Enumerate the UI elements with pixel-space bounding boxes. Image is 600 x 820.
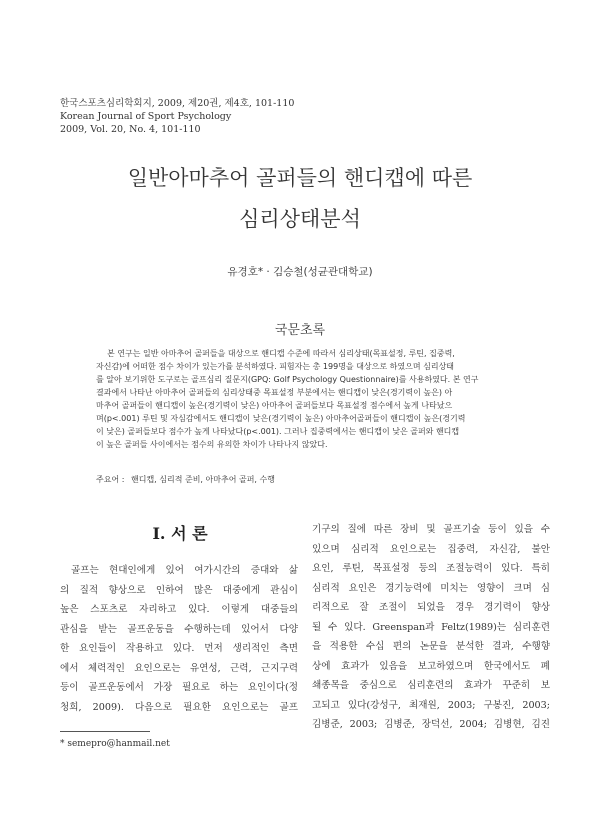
abstract-line: 자신감)에 어떠한 점수 차이가 있는가를 분석하였다. 피험자는 총 199명을 대상으로 하였으며 심리상태 bbox=[96, 362, 455, 371]
title-line-1: 일반아마추어 골퍼들의 핸디캡에 따른 bbox=[127, 166, 473, 190]
abstract-line: 이 높은 골퍼들 사이에서는 점수의 유의한 차이가 나타나지 않았다. bbox=[96, 440, 328, 449]
body-line: 청희, 2009). 다음으로 필요한 요인으로는 골프 bbox=[60, 701, 298, 713]
body-line: 될 수 있다. Greenspan과 Feltz(1989)는 심리훈련 bbox=[312, 621, 550, 633]
right-column bbox=[312, 520, 550, 735]
section-heading: I. 서 론 bbox=[152, 524, 208, 543]
body-line: 리적으로 잘 조절이 되었을 경우 경기력이 향상 bbox=[312, 602, 550, 613]
body-line: 고되고 있다(강성구, 최재원, 2003; 구봉진, 2003; bbox=[312, 699, 550, 711]
body-line: 요인, 루틴, 목표설정 등의 조절능력이 있다. 특히 bbox=[312, 563, 550, 574]
abstract-line: 결과에서 나타난 아마추어 골퍼들의 심리상태중 목표설정 부분에서는 핸디캡이 낮은(경기력이 높은) 아 bbox=[96, 388, 453, 397]
body-line: 높은 스포츠로 자리하고 있다. 이렇게 대중들의 bbox=[60, 604, 298, 615]
keywords-text: 핸디캡, 심리적 준비, 아마추어 골퍼, 수행 bbox=[130, 475, 275, 484]
journal-info bbox=[60, 97, 294, 136]
body-line: 한 요인들이 작용하고 있다. 먼저 생리적인 측면 bbox=[60, 643, 298, 654]
body-line: 김병준, 2003; 김병준, 장덕선, 2004; 김병현, 김진 bbox=[312, 719, 550, 730]
keywords bbox=[96, 474, 275, 485]
keywords-label: 주요어 : bbox=[96, 475, 125, 484]
body-line: 골프는 현대인에게 있어 여가시간의 증대와 삶 bbox=[71, 565, 298, 576]
left-column bbox=[60, 561, 298, 717]
abstract bbox=[96, 347, 506, 451]
body-line: 심리적 요인은 경기능력에 미치는 영향이 크며 심 bbox=[312, 582, 550, 594]
footnote-divider bbox=[60, 731, 150, 732]
body-line: 상에 효과가 있음을 보고하였으며 한국에서도 폐 bbox=[312, 660, 550, 672]
abstract-line: 며(p<.001) 루틴 및 자심감에서도 핸디캡이 낮은(경기력이 높은) 아마추어골퍼들이 핸디캡이 높은(경기력 bbox=[96, 414, 466, 423]
authors: 유경호* · 김승철(성균관대학교) bbox=[227, 266, 373, 278]
body-line: 있으며 심리적 요인으로는 집중력, 자신감, 불안 bbox=[312, 543, 550, 555]
journal-line-volume: 2009, Vol. 20, No. 4, 101-110 bbox=[60, 124, 201, 135]
body-line: 등이 골프운동에서 가장 필요로 하는 요인이다(정 bbox=[60, 682, 298, 693]
body-line: 관심을 받는 골프운동을 수행하는데 있어서 다양 bbox=[60, 623, 298, 635]
abstract-line: 이 낮은) 골퍼들보다 점수가 높게 나타났다(p<.001). 그러나 집중력에서는 핸디캡이 낮은 골퍼와 핸디캡 bbox=[96, 427, 460, 436]
paper-title bbox=[0, 158, 600, 240]
abstract-line: 마추어 골퍼들이 핸디캡이 높은(경기력이 낮은) 아마추어 골퍼들보다 목표설정 점수에서 높게 나타났으 bbox=[96, 401, 453, 410]
body-line: 기구의 질에 따른 장비 및 골프기술 등이 있을 수 bbox=[312, 524, 550, 535]
body-line: 을 적용한 수십 편의 논문을 분석한 결과, 수행향 bbox=[312, 641, 550, 652]
body-line: 의 질적 향상으로 인하여 많은 대중에게 관심이 bbox=[60, 584, 298, 596]
footnote: * semepro@hanmail.net bbox=[60, 739, 170, 749]
body-line: 쇄종목을 중심으로 심리훈련의 효과가 꾸준히 보 bbox=[312, 680, 550, 691]
abstract-line: 본 연구는 일반 아마추어 골퍼들을 대상으로 핸디캡 수준에 따라서 심리상태(목표설정, 루틴, 집중력, bbox=[107, 349, 455, 358]
journal-line-korean: 한국스포츠심리학회지, 2009, 제20권, 제4호, 101-110 bbox=[60, 98, 295, 109]
body-line: 에서 체력적인 요인으로는 유연성, 근력, 근지구력 bbox=[60, 662, 298, 674]
title-line-2: 심리상태분석 bbox=[239, 207, 361, 231]
abstract-heading: 국문초록 bbox=[274, 323, 326, 338]
journal-line-english: Korean Journal of Sport Psychology bbox=[60, 111, 232, 122]
abstract-line: 를 알아 보기위한 도구로는 골프심리 질문지(GPQ: Golf Psychology Questionnaire)를 사용하였다. 본 연구 bbox=[96, 375, 479, 384]
